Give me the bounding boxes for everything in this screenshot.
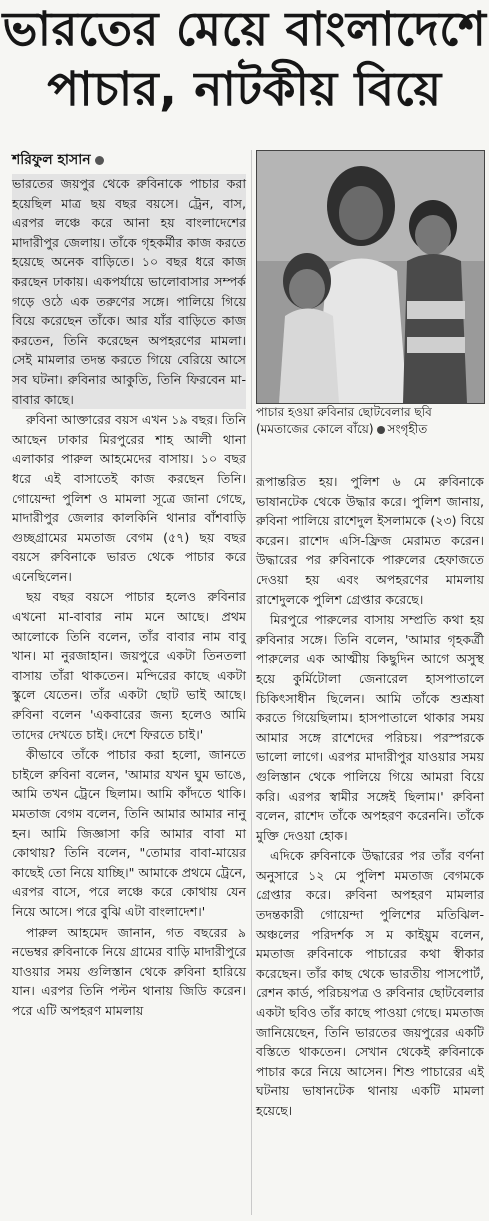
article-paragraph: এদিকে রুবিনাকে উদ্ধারের পর তাঁর বর্ণনা অনুসারে ১২ মে পুলিশ মমতাজ বেগমকে গ্রেপ্তার করে। রুবিনা অপহরণ মামলার তদন্তকারী গোয়েন্দা পুলিশের মতিঝিল-অঞ্চলের পরিদর্শক স ম কাইয়ুম বলেন, মমতাজ রুবিনাকে পাচারের কথা স্বীকার করেছেন। তাঁর কাছ থেকে ভারতীয় পাসপোর্ট, রেশন কার্ড, পরিচয়পত্র ও রুবিনার ছোটবেলার একটা ছবিও তাঁর কাছে পাওয়া গেছে। মমতাজ জানিয়েছেন, তিনি ভারতের জয়পুরের একটি বস্তিতে থাকতেন। সেখান থেকেই রুবিনাকে পাচার করে নিয়ে আসেন। শিশু পাচারের এই ঘটনায় ভাষানটেক থানায় একটি মামলা হয়েছে। [256,848,484,1118]
photo-credit: সংগৃহীত [387,422,428,436]
photo-caption [256,404,484,438]
article-column-left [12,174,246,1022]
article-paragraph: কীভাবে তাঁকে পাচার করা হলো, জানতে চাইলে রুবিনা বলেন, 'আমার যখন ঘুম ভাঙে, আমি তখন ট্রেনে ছিলাম। আমি কাঁদতে থাকি। মমতাজ বেগম বলেন, তিনি আমার আমার নানু হন। আমি জিজ্ঞাসা করি আমার বাবা মা কোথায়? তিনি বলেন, "তোমার বাবা-মায়ের কাছেই তো নিয়ে যাচ্ছি।" আমাকে প্রথমে ট্রেনে, এরপর বাসে, পরে লঞ্চে করে কোথায় যেন নিয়ে আসে। পরে বুঝি এটা বাংলাদেশ।' [12,747,246,919]
article-paragraph: রূপান্তরিত হয়। পুলিশ ৬ মে রুবিনাকে ভাষানটেক থেকে উদ্ধার করে। পুলিশ জানায়, রুবিনা পালিয়ে রাশেদুল ইসলামকে (২৩) বিয়ে করেন। রাশেদ এসি-ফ্রিজ মেরামত করেন। উদ্ধারের পর রুবিনাকে পারুলের হেফাজতে দেওয়া হয় এবং অপহরণের মামলায় রাশেদুলকে পুলিশ গ্রেপ্তার করেছে। [256,474,484,607]
article-intro-paragraph: ভারতের জয়পুর থেকে রুবিনাকে পাচার করা হয়েছিল মাত্র ছয় বছর বয়সে। ট্রেন, বাস, এরপর লঞ্চে করে আনা হয় বাংলাদেশের মাদারীপুর জেলায়। তাঁকে গৃহকর্মীর কাজ করতে হয়েছে অনেক বাড়িতে। ১০ বছর ধরে কাজ করছেন ঢাকায়। একপর্যায়ে ভালোবাসার সম্পর্ক গড়ে ওঠে এক তরুণের সঙ্গে। পালিয়ে গিয়ে বিয়ে করেছেন তাঁকে। আর যাঁর বাড়িতে কাজ করতেন, তিনি করেছেন অপহরণের মামলা। সেই মামলার তদন্ত করতে গিয়ে বেরিয়ে আসে সব ঘটনা। রুবিনার আকুতি, তিনি ফিরবেন মা-বাবার কাছে। [12,174,246,409]
article-paragraph: পারুল আহমেদ জানান, গত বছরের ৯ নভেম্বর রুবিনাকে নিয়ে গ্রামের বাড়ি মাদারীপুরে যাওয়ার সময় গুলিস্তান থেকে রুবিনা হারিয়ে যান। এরপর তিনি পল্টন থানায় জিডি করেন। পরে এটি অপহরণ মামলায় [12,924,246,1018]
headline-line-2: পাচার, নাটকীয় বিয়ে [47,62,442,117]
byline [12,148,104,172]
article-paragraph: ছয় বছর বয়সে পাচার হলেও রুবিনার এখনো মা-বাবার নাম মনে আছে। প্রথম আলোকে তিনি বলেন, তাঁর বাবার নাম বাবু খান। মা নুরজাহান। জয়পুরে একটা তিনতলা বাসায় তাঁরা থাকতেন। মন্দিরের কাছে একটা স্কুলে যেতেন। তাঁর একটা ছোট ভাই আছে। রুবিনা বলেন 'একবারের জন্য হলেও আমি তাদের দেখতে চাই। দেশে ফিরতে চাই।' [12,589,246,742]
article-photo [256,150,485,404]
article-paragraph: মিরপুরে পারুলের বাসায় সম্প্রতি কথা হয় রুবিনার সঙ্গে। তিনি বলেন, 'আমার গৃহকর্ত্রী পারুলের এক আত্মীয় কিছুদিন আগে অসুস্থ হয়ে কুর্মিটোলা জেনারেল হাসপাতালে চিকিৎসাধীন ছিলেন। আমি তাঁকে শুশ্রূষা করতে গিয়েছিলাম। হাসপাতালে থাকার সময় আমার সঙ্গে রাশেদের পরিচয়। পরস্পরকে ভালো লাগে। এরপর মাদারীপুর যাওয়ার সময় গুলিস্তান থেকে পালিয়ে গিয়ে আমরা বিয়ে করি। এরপর স্বামীর সঙ্গেই ছিলাম।' রুবিনা বলেন, রাশেদ তাঁকে অপহরণ করেননি। তাঁকে মুক্তি দেওয়া হোক। [256,612,484,843]
byline-dot-icon [95,156,104,165]
headline-line-1: ভারতের মেয়ে বাংলাদেশে [2,2,487,57]
photo-caption-text: পাচার হওয়া রুবিনার ছোটবেলার ছবি (মমতাজের কোলে বাঁয়ে) [256,405,432,436]
photo-image [257,151,484,403]
column-divider [251,150,252,1215]
byline-author: শরিফুল হাসান [12,152,91,168]
article-column-right [256,472,484,1122]
article-paragraph: রুবিনা আক্তারের বয়স এখন ১৯ বছর। তিনি আছেন ঢাকার মিরপুরের শাহ আলী থানা এলাকার পারুল আহমেদের বাসায়। ১০ বছর ধরে এই বাসাতেই কাজ করছেন তিনি। গোয়েন্দা পুলিশ ও মামলা সূত্রে জানা গেছে, মাদারীপুর জেলার কালকিনি থানার বাঁশবাড়ি গুচ্ছগ্রামের মমতাজ বেগম (৫৭) ছয় বছর বয়সে রুবিনাকে ভারত থেকে পাচার করে এনেছিলেন। [12,412,246,584]
caption-dot-icon [377,426,385,434]
